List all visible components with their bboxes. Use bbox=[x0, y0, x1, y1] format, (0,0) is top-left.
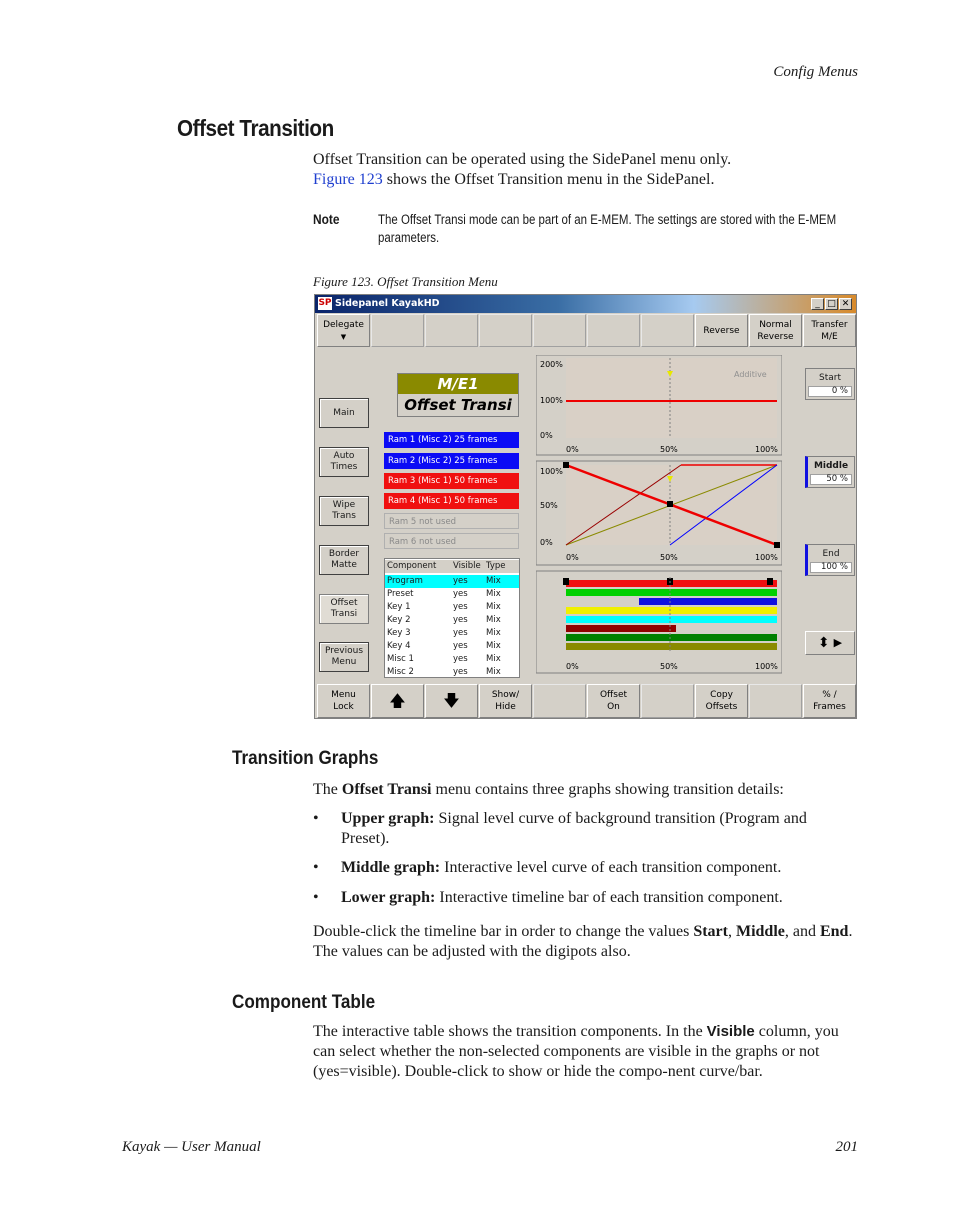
graphs-intro-bold: Offset Transi bbox=[341, 781, 432, 798]
mode-panel bbox=[397, 373, 519, 417]
show-hide-label: Show/ Hide bbox=[491, 690, 520, 712]
cell-component: Misc 1 bbox=[387, 654, 414, 664]
cell-type: Mix bbox=[486, 667, 501, 677]
empty-bottom-button-3[interactable] bbox=[749, 684, 802, 718]
ram-row-3[interactable]: Ram 3 (Misc 1) 50 frames bbox=[384, 473, 519, 489]
bullet-bold: Middle graph: bbox=[341, 859, 441, 876]
upper-x-label-100: 100% bbox=[755, 445, 778, 454]
middle-label: Middle bbox=[813, 461, 849, 471]
maximize-button[interactable]: □ bbox=[825, 298, 838, 310]
section-title: Offset Transition bbox=[177, 115, 334, 141]
bullet-bold: Upper graph: bbox=[341, 810, 435, 827]
table-text-a: The interactive table shows the transition components. In the bbox=[313, 1023, 707, 1040]
main-button[interactable]: Main bbox=[319, 398, 369, 428]
timeline-bar-preset bbox=[566, 589, 777, 596]
para-comma: , bbox=[727, 923, 736, 940]
chevron-down-icon: ▼ bbox=[340, 332, 347, 341]
bullet-icon: • bbox=[313, 810, 319, 827]
table-header bbox=[385, 560, 519, 573]
table-paragraph bbox=[313, 1022, 858, 1082]
cell-visible[interactable]: yes bbox=[453, 654, 468, 664]
window-title: Sidepanel KayakHD bbox=[335, 298, 440, 309]
middle-y-label-50: 50% bbox=[540, 501, 558, 510]
cell-component: Key 2 bbox=[387, 615, 411, 625]
minimize-button[interactable]: _ bbox=[811, 298, 824, 310]
bullet-text: Interactive level curve of each transition component. bbox=[440, 859, 782, 876]
table-row[interactable] bbox=[385, 588, 519, 601]
cell-component: Key 1 bbox=[387, 602, 411, 612]
bullet-bold: Lower graph: bbox=[341, 889, 436, 906]
timeline-bar-key3 bbox=[566, 616, 777, 623]
offset-on-button[interactable] bbox=[587, 684, 640, 718]
me-label: M/E1 bbox=[398, 374, 518, 394]
show-hide-button[interactable] bbox=[479, 684, 532, 718]
bullet-upper-graph bbox=[313, 809, 858, 849]
graphs-intro-pre: The bbox=[313, 781, 342, 798]
page-number: 201 bbox=[835, 1139, 858, 1155]
intro-line2: shows the Offset Transition menu in the SidePanel. bbox=[382, 171, 715, 188]
ram-row-1[interactable]: Ram 1 (Misc 2) 25 frames bbox=[384, 432, 519, 448]
frames-button[interactable] bbox=[803, 684, 856, 718]
end-control[interactable] bbox=[805, 544, 855, 576]
cell-visible[interactable]: yes bbox=[453, 641, 468, 651]
sidepanel-window bbox=[314, 294, 857, 719]
empty-top-button-1[interactable] bbox=[371, 314, 424, 347]
cell-component: Key 3 bbox=[387, 628, 411, 638]
bullet-lower-graph bbox=[313, 888, 858, 908]
normal-reverse-label: Normal Reverse bbox=[757, 319, 794, 342]
empty-top-button-5[interactable] bbox=[587, 314, 640, 347]
middle-value: 50 % bbox=[810, 474, 852, 485]
upper-mode-label: Additive bbox=[734, 370, 767, 379]
running-header: Config Menus bbox=[773, 64, 858, 80]
upper-x-label-0: 0% bbox=[566, 445, 579, 454]
wipe-trans-button[interactable]: Wipe Trans bbox=[319, 496, 369, 526]
table-bold-visible: Visible bbox=[706, 1023, 755, 1040]
timeline-bar-misc1 bbox=[566, 634, 777, 641]
middle-y-label-100: 100% bbox=[540, 467, 563, 476]
empty-bottom-button-1[interactable] bbox=[533, 684, 586, 718]
delegate-button[interactable] bbox=[317, 314, 370, 347]
para-bold-start: Start bbox=[693, 923, 728, 940]
timeline-handle-start bbox=[563, 578, 569, 585]
updown-arrow-icon: ⬍ bbox=[817, 635, 830, 651]
updown-arrow-button[interactable] bbox=[805, 631, 855, 655]
middle-x-label-100: 100% bbox=[755, 553, 778, 562]
offset-on-label: Offset On bbox=[599, 690, 628, 712]
figure-link[interactable]: Figure 123 bbox=[313, 171, 383, 188]
reverse-button[interactable] bbox=[695, 314, 748, 347]
end-value: 100 % bbox=[810, 562, 852, 573]
component-table bbox=[384, 558, 520, 678]
ram-row-4[interactable]: Ram 4 (Misc 1) 50 frames bbox=[384, 493, 519, 509]
middle-graph-handle-start bbox=[563, 462, 569, 468]
graphs-intro bbox=[313, 780, 858, 800]
menu-lock-button[interactable] bbox=[317, 684, 370, 718]
middle-graph-handle-middle bbox=[667, 501, 673, 507]
previous-menu-button[interactable]: Previous Menu bbox=[319, 642, 369, 672]
ram-row-5[interactable]: Ram 5 not used bbox=[384, 513, 519, 529]
empty-top-button-4[interactable] bbox=[533, 314, 586, 347]
cell-type: Mix bbox=[486, 628, 501, 638]
empty-top-button-6[interactable] bbox=[641, 314, 694, 347]
cell-visible[interactable]: yes bbox=[453, 628, 468, 638]
footer-title: Kayak — User Manual bbox=[122, 1139, 261, 1155]
empty-bottom-button-2[interactable] bbox=[641, 684, 694, 718]
reverse-label: Reverse bbox=[703, 325, 740, 336]
para-text-a: Double-click the timeline bar in order to change the values bbox=[313, 923, 694, 940]
cell-component: Program bbox=[387, 576, 423, 586]
delegate-label: Delegate bbox=[323, 319, 364, 330]
upper-y-label-100: 100% bbox=[540, 396, 563, 405]
table-row[interactable] bbox=[385, 666, 519, 679]
subsection-title-graphs: Transition Graphs bbox=[232, 748, 379, 769]
bullet-text: Interactive timeline bar of each transition component. bbox=[435, 889, 783, 906]
timeline-bar-key4 bbox=[566, 625, 676, 632]
mode-label: Offset Transi bbox=[404, 396, 512, 414]
cell-type: Mix bbox=[486, 654, 501, 664]
start-label: Start bbox=[819, 373, 841, 383]
cell-type: Mix bbox=[486, 602, 501, 612]
cell-visible[interactable]: yes bbox=[453, 602, 468, 612]
figure-caption: Figure 123. Offset Transition Menu bbox=[313, 274, 498, 289]
graphs-intro-post: menu contains three graphs showing transition details: bbox=[431, 781, 784, 798]
intro-line1: Offset Transition can be operated using the SidePanel menu only. bbox=[313, 151, 732, 168]
ram-row-2[interactable]: Ram 2 (Misc 2) 25 frames bbox=[384, 453, 519, 469]
para-text-c: . The values can be adjusted with the digipots also. bbox=[313, 923, 853, 960]
cell-type: Mix bbox=[486, 641, 501, 651]
table-text-b: column, you can select whether the non-selected components are visible in the graphs or not (yes=visible). Double-click to show or hide the compo-nent curve/bar. bbox=[313, 1023, 839, 1080]
table-row[interactable] bbox=[385, 601, 519, 614]
middle-x-label-50: 50% bbox=[660, 553, 678, 562]
graphs-paragraph bbox=[313, 922, 858, 962]
up-arrow-icon: 🡅 bbox=[389, 691, 406, 710]
cell-visible[interactable]: yes bbox=[453, 589, 468, 599]
para-text-b: , and bbox=[784, 923, 820, 940]
offset-transi-button[interactable]: Offset Transi bbox=[319, 594, 369, 624]
cell-component: Misc 2 bbox=[387, 667, 414, 677]
transfer-me-label: Transfer M/E bbox=[811, 319, 848, 342]
table-row[interactable] bbox=[385, 575, 519, 588]
window-titlebar bbox=[315, 295, 856, 313]
para-bold-end: End bbox=[819, 923, 849, 940]
normal-reverse-button[interactable] bbox=[749, 314, 802, 347]
subsection-title-table: Component Table bbox=[232, 992, 376, 1013]
cell-type: Mix bbox=[486, 589, 501, 599]
middle-y-label-0: 0% bbox=[540, 538, 553, 547]
para-bold-middle: Middle bbox=[735, 923, 785, 940]
cell-type: Mix bbox=[486, 576, 501, 586]
header-visible: Visible bbox=[453, 561, 481, 571]
timeline-bar-key2 bbox=[566, 607, 777, 614]
app-logo: SP bbox=[318, 298, 332, 308]
ram-row-6[interactable]: Ram 6 not used bbox=[384, 533, 519, 549]
cell-component: Preset bbox=[387, 589, 414, 599]
down-arrow-button[interactable] bbox=[425, 684, 478, 718]
table-row[interactable] bbox=[385, 614, 519, 627]
upper-y-label-0: 0% bbox=[540, 431, 553, 440]
cell-visible[interactable]: yes bbox=[453, 667, 468, 677]
cell-type: Mix bbox=[486, 615, 501, 625]
frames-label: % / Frames bbox=[813, 690, 846, 712]
middle-x-label-0: 0% bbox=[566, 553, 579, 562]
table-row[interactable] bbox=[385, 653, 519, 666]
cell-visible[interactable]: yes bbox=[453, 615, 468, 625]
up-arrow-button[interactable] bbox=[371, 684, 424, 718]
timeline-handle-end bbox=[767, 578, 773, 585]
timeline-bar-misc2 bbox=[566, 643, 777, 650]
lower-x-label-0: 0% bbox=[566, 662, 579, 671]
note-text: The Offset Transi mode can be part of an E-MEM. The settings are stored with the E-MEM parameters. bbox=[378, 212, 837, 245]
close-button[interactable]: ✕ bbox=[839, 298, 852, 310]
transition-graphs bbox=[536, 355, 782, 677]
middle-graph-handle-end bbox=[774, 542, 780, 548]
lower-x-label-50: 50% bbox=[660, 662, 678, 671]
end-label: End bbox=[822, 549, 840, 559]
bullet-middle-graph bbox=[313, 858, 858, 878]
empty-top-button-2[interactable] bbox=[425, 314, 478, 347]
copy-offsets-label: Copy Offsets bbox=[705, 690, 738, 712]
empty-top-button-3[interactable] bbox=[479, 314, 532, 347]
start-control[interactable] bbox=[805, 368, 855, 400]
bullet-text: Signal level curve of background transition (Program and Preset). bbox=[341, 810, 807, 847]
header-type: Type bbox=[486, 561, 506, 571]
bullet-icon: • bbox=[313, 889, 319, 906]
header-component: Component bbox=[387, 561, 437, 571]
middle-control[interactable] bbox=[805, 456, 855, 488]
down-arrow-icon: 🡇 bbox=[443, 691, 460, 710]
upper-y-label-200: 200% bbox=[540, 360, 563, 369]
lower-x-label-100: 100% bbox=[755, 662, 778, 671]
transfer-me-button[interactable] bbox=[803, 314, 856, 347]
auto-times-button[interactable]: Auto Times bbox=[319, 447, 369, 477]
menu-lock-label: Menu Lock bbox=[331, 690, 356, 712]
intro-paragraph bbox=[313, 150, 858, 190]
cell-component: Key 4 bbox=[387, 641, 411, 651]
note-label: Note bbox=[313, 211, 340, 227]
table-row[interactable] bbox=[385, 627, 519, 640]
timeline-bar-key1 bbox=[639, 598, 777, 605]
start-value: 0 % bbox=[808, 386, 852, 397]
copy-offsets-button[interactable] bbox=[695, 684, 748, 718]
upper-x-label-50: 50% bbox=[660, 445, 678, 454]
play-arrow-icon: ▶ bbox=[833, 636, 843, 649]
border-matte-button[interactable]: Border Matte bbox=[319, 545, 369, 575]
cell-visible[interactable]: yes bbox=[453, 576, 468, 586]
bullet-icon: • bbox=[313, 859, 319, 876]
table-row[interactable] bbox=[385, 640, 519, 653]
